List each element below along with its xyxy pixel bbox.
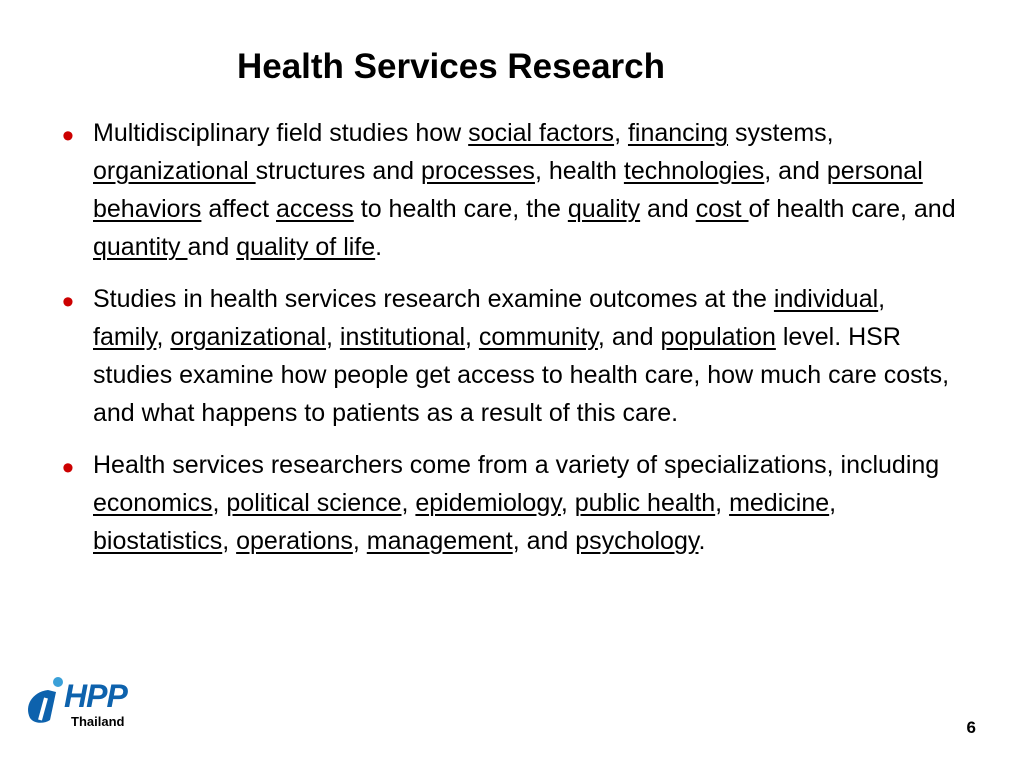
bullet-item bbox=[60, 280, 960, 432]
term-link[interactable]: organizational bbox=[93, 157, 256, 185]
term-link[interactable]: institutional bbox=[339, 323, 465, 351]
bullet-dot-icon: • bbox=[62, 283, 74, 321]
bullet-text: , bbox=[352, 527, 367, 555]
bullet-text: , bbox=[614, 119, 628, 147]
bullet-text: , bbox=[222, 527, 237, 555]
term-link[interactable]: family bbox=[93, 323, 157, 351]
logo-text: HPP bbox=[64, 678, 127, 714]
slide-title: Health Services Research bbox=[236, 47, 666, 86]
bullet-text: . bbox=[375, 233, 383, 261]
page-number: 6 bbox=[966, 718, 976, 737]
term-link[interactable]: quality of life bbox=[236, 233, 376, 261]
term-link[interactable]: organizational bbox=[170, 323, 327, 351]
ihpp-logo bbox=[24, 676, 154, 736]
bullet-text: , bbox=[465, 323, 479, 351]
bullet-text: , and bbox=[597, 323, 661, 351]
term-link[interactable]: quality bbox=[567, 195, 641, 223]
bullet-text: level. HSR studies examine how people get access to health care, how much care costs, and what happens to patients as a result of this care. bbox=[93, 323, 950, 427]
bullet-text: . bbox=[698, 527, 706, 555]
term-link[interactable]: social factors bbox=[468, 119, 615, 147]
bullet-text: to health care, the bbox=[353, 195, 568, 223]
bullet-text: , bbox=[560, 489, 575, 517]
bullet-item bbox=[60, 114, 960, 266]
term-link[interactable]: processes bbox=[420, 157, 535, 185]
bullet-text: structures and bbox=[255, 157, 421, 185]
bullet-text: , health bbox=[534, 157, 624, 185]
term-link[interactable]: cost bbox=[695, 195, 749, 223]
bullet-text: and bbox=[640, 195, 696, 223]
bullet-text: , bbox=[212, 489, 227, 517]
term-link[interactable]: public health bbox=[574, 489, 716, 517]
term-link[interactable]: technologies bbox=[623, 157, 765, 185]
bullet-text: , bbox=[878, 285, 886, 313]
term-link[interactable]: epidemiology bbox=[415, 489, 561, 517]
term-link[interactable]: medicine bbox=[729, 489, 830, 517]
bullet-text: systems, bbox=[728, 119, 834, 147]
term-link[interactable]: economics bbox=[93, 489, 213, 517]
bullet-text: and bbox=[187, 233, 237, 261]
bullet-text: Multidisciplinary field studies how bbox=[93, 119, 469, 147]
bullet-text: Health services researchers come from a variety of specializations, including bbox=[93, 451, 940, 479]
bullet-text: , and bbox=[764, 157, 827, 185]
term-link[interactable]: personal behaviors bbox=[93, 157, 923, 223]
bullet-text: , bbox=[829, 489, 837, 517]
bullet-text: , bbox=[326, 323, 340, 351]
bullet-text: , and bbox=[512, 527, 576, 555]
bullet-text: , bbox=[156, 323, 171, 351]
term-link[interactable]: political science bbox=[226, 489, 402, 517]
bullet-text: , bbox=[401, 489, 416, 517]
bullet-dot-icon: • bbox=[62, 117, 74, 155]
bullet-item bbox=[60, 446, 960, 560]
term-link[interactable]: financing bbox=[627, 119, 729, 147]
bullet-list bbox=[60, 114, 960, 574]
term-link[interactable]: biostatistics bbox=[93, 527, 223, 555]
logo-subtitle: Thailand bbox=[71, 714, 125, 729]
bullet-dot-icon: • bbox=[62, 449, 74, 487]
term-link[interactable]: individual bbox=[773, 285, 879, 313]
bullet-text: affect bbox=[201, 195, 276, 223]
term-link[interactable]: access bbox=[276, 195, 354, 223]
term-link[interactable]: operations bbox=[236, 527, 353, 555]
bullet-text: Studies in health services research examine outcomes at the bbox=[93, 285, 774, 313]
term-link[interactable]: population bbox=[660, 323, 776, 351]
term-link[interactable]: community bbox=[478, 323, 598, 351]
bullet-text: of health care, and bbox=[748, 195, 956, 223]
term-link[interactable]: psychology bbox=[575, 527, 699, 555]
term-link[interactable]: management bbox=[366, 527, 513, 555]
term-link[interactable]: quantity bbox=[93, 233, 188, 261]
bullet-text: , bbox=[715, 489, 730, 517]
